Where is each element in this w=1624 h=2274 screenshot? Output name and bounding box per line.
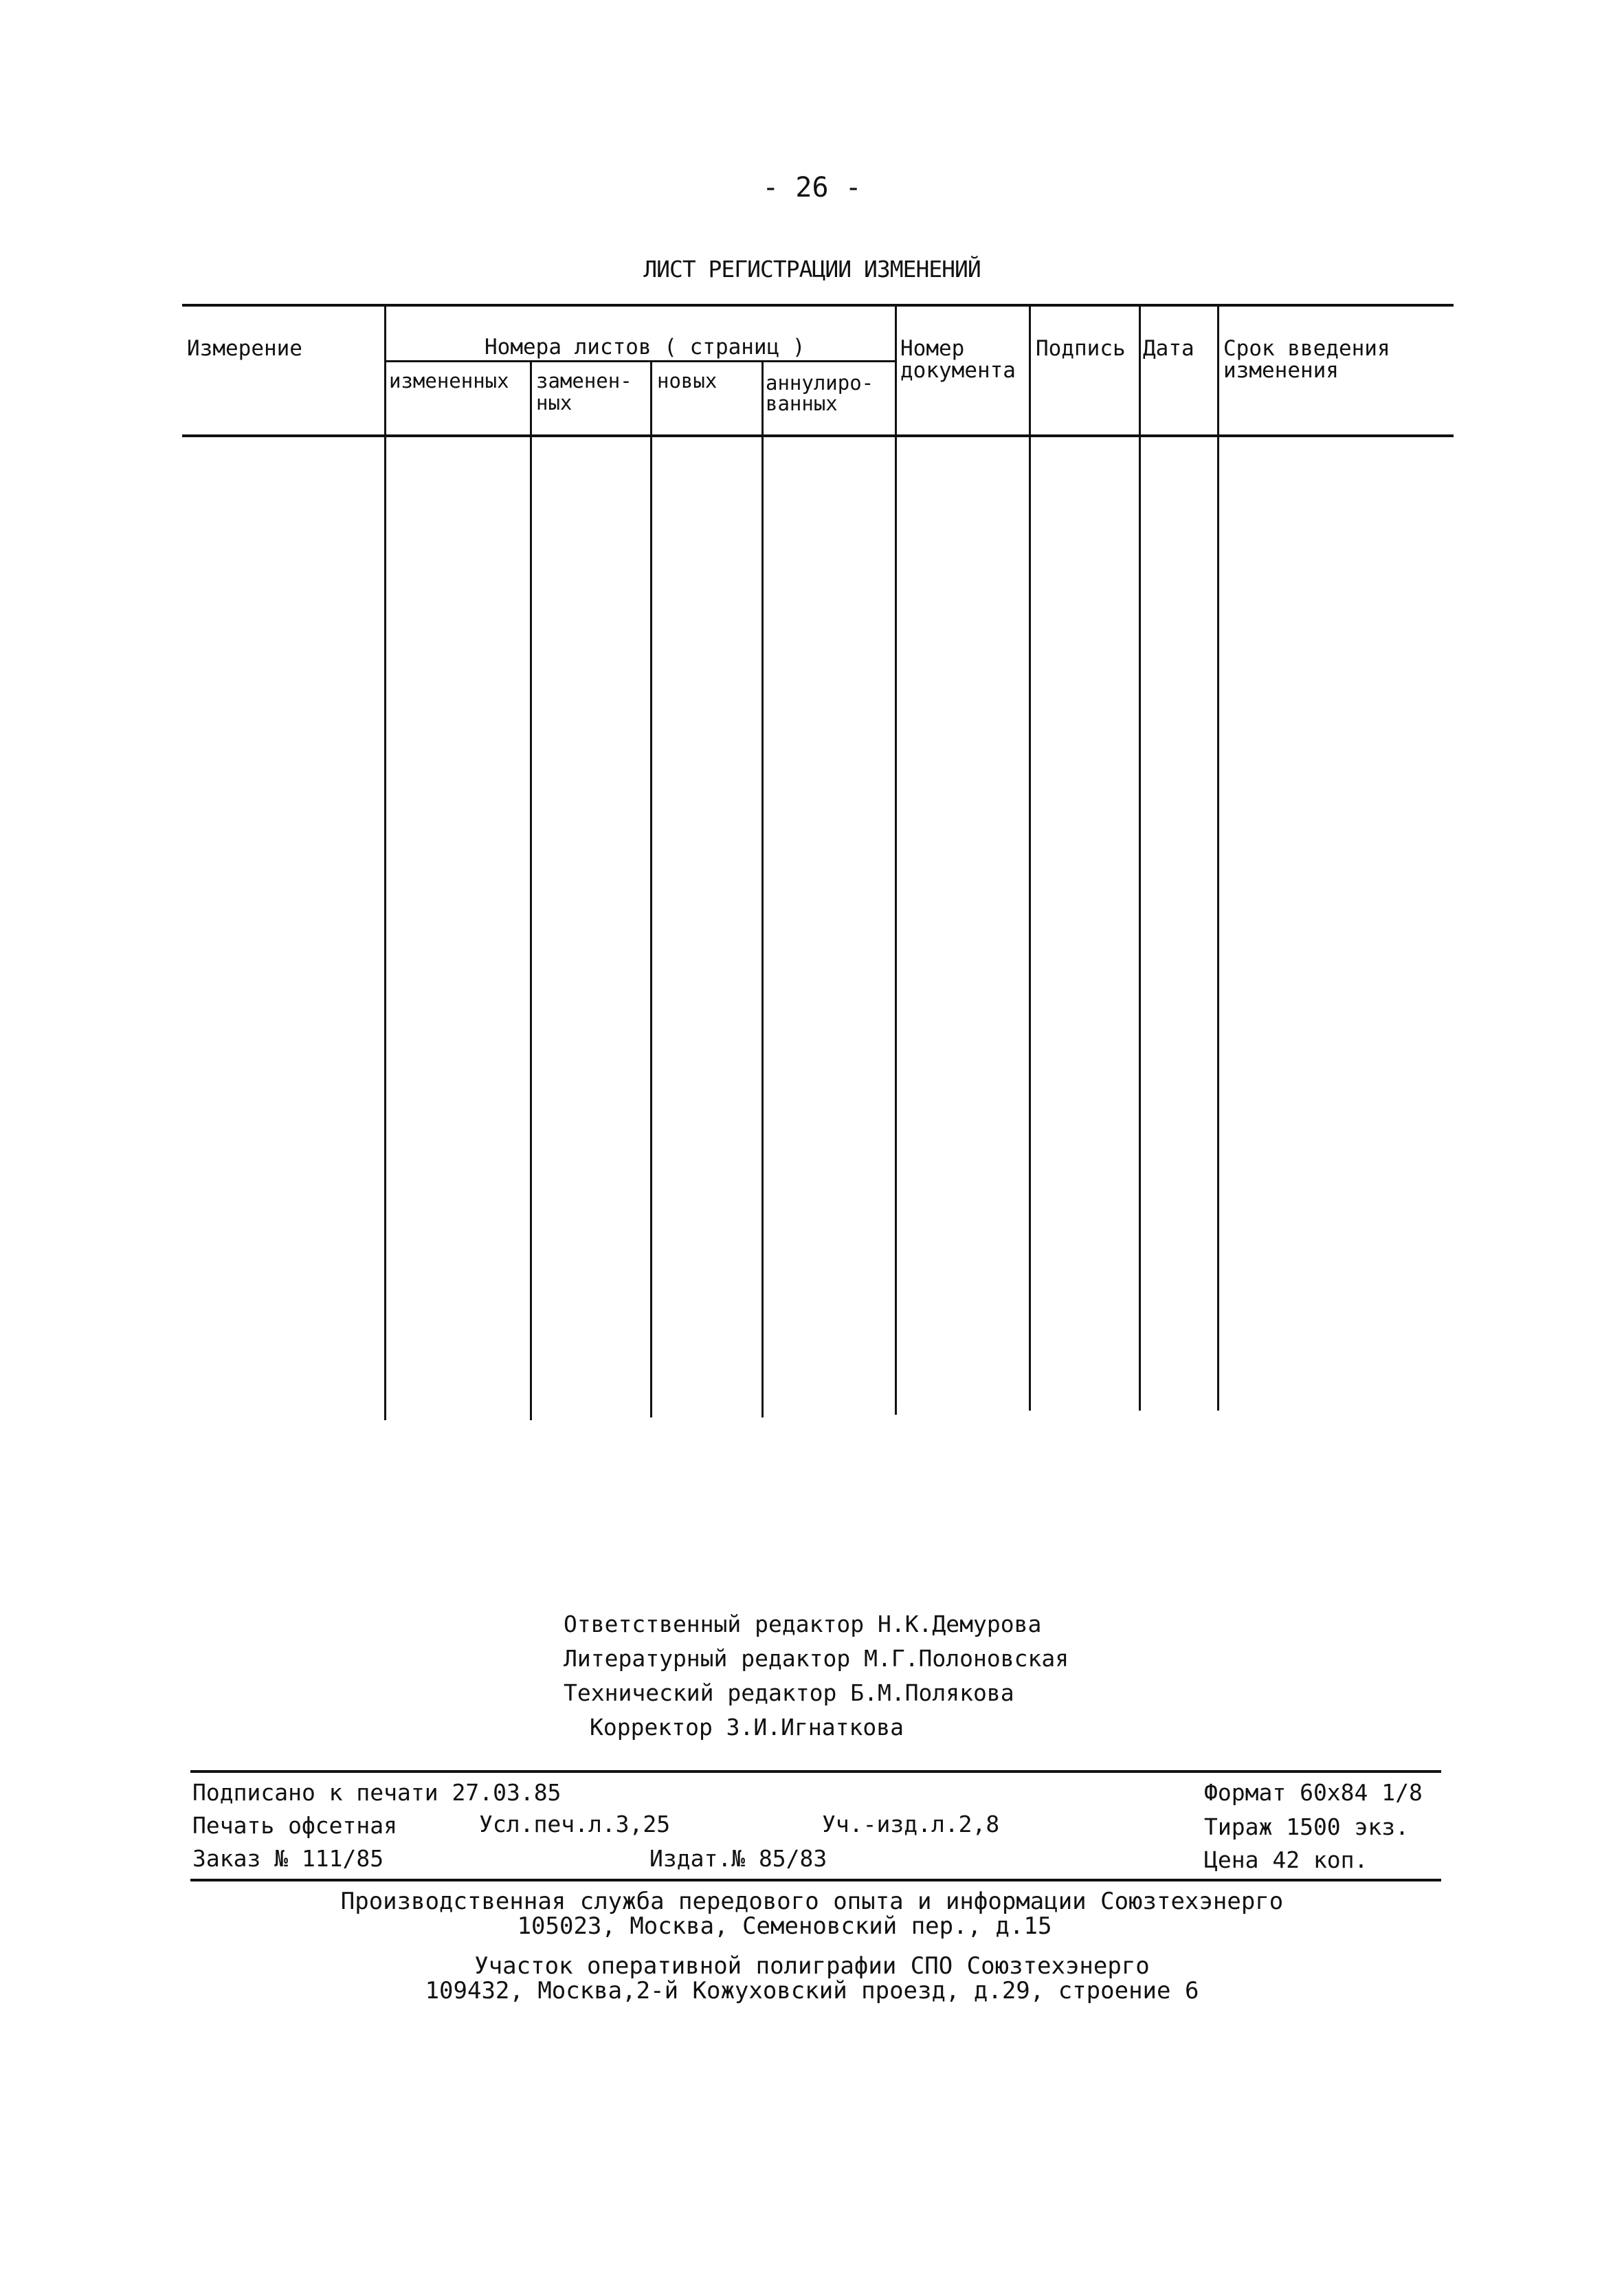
- header-pages-group: Номера листов ( страниц ): [485, 335, 805, 360]
- imprint-print-type: Печать офсетная: [192, 1812, 398, 1839]
- header-replaced-2: ных: [536, 391, 572, 415]
- credit-technical-editor: Технический редактор Б.М.Полякова: [564, 1679, 1014, 1706]
- header-annulled-1: аннулиро-: [766, 371, 874, 395]
- publisher-line: Производственная служба передового опыта и информации Союзтехэнерго: [340, 1888, 1284, 1915]
- imprint-bottom-rule: [190, 1879, 1441, 1881]
- header-change: Измерение: [187, 336, 302, 361]
- credit-literary-editor: Литературный редактор М.Г.Полоновская: [564, 1645, 1069, 1672]
- publisher-info: [0, 1889, 1624, 2003]
- header-deadline-2: изменения: [1223, 358, 1339, 383]
- imprint-price: Цена 42 коп.: [1204, 1846, 1368, 1873]
- table-header-bottom-rule: [182, 434, 1454, 437]
- column-divider: [384, 305, 386, 1420]
- publisher-line: 105023, Москва, Семеновский пер., д.15: [517, 1912, 1052, 1940]
- group-header-rule: [385, 360, 897, 362]
- header-signature: Подпись: [1036, 336, 1126, 361]
- credit-responsible-editor: Ответственный редактор Н.К.Демурова: [564, 1611, 1042, 1637]
- header-doc-number-1: Номер: [900, 336, 965, 361]
- imprint-izdat: Издат.№ 85/83: [649, 1845, 827, 1872]
- credit-proofreader: Корректор З.И.Игнаткова: [590, 1714, 904, 1741]
- header-date: Дата: [1143, 336, 1194, 361]
- column-divider: [650, 362, 652, 1417]
- header-deadline-1: Срок введения: [1223, 336, 1390, 361]
- table-top-rule: [182, 304, 1454, 307]
- header-replaced-1: заменен-: [536, 369, 632, 393]
- column-divider: [1139, 305, 1141, 1411]
- page-number: - 26 -: [762, 172, 862, 203]
- header-annulled-2: ванных: [766, 392, 838, 415]
- column-divider: [530, 362, 532, 1420]
- imprint-usl-pech: Усл.печ.л.3,25: [479, 1811, 671, 1837]
- header-changed: измененных: [389, 369, 509, 393]
- column-divider: [761, 362, 764, 1417]
- column-divider: [1029, 305, 1031, 1411]
- imprint-print-run: Тираж 1500 экз.: [1204, 1813, 1410, 1840]
- header-new: новых: [657, 369, 718, 393]
- publisher-line: Участок оперативной полиграфии СПО Союзтехэнерго: [474, 1952, 1150, 1980]
- imprint-format: Формат 60x84 1/8: [1204, 1779, 1423, 1806]
- header-doc-number-2: документа: [900, 358, 1016, 383]
- imprint-order: Заказ № 111/85: [192, 1845, 384, 1872]
- imprint-top-rule: [190, 1770, 1441, 1773]
- imprint-uch-izd: Уч.-изд.л.2,8: [822, 1811, 1000, 1837]
- imprint-signed: Подписано к печати 27.03.85: [192, 1779, 561, 1806]
- column-divider: [1217, 305, 1219, 1411]
- sheet-title: ЛИСТ РЕГИСТРАЦИИ ИЗМЕНЕНИЙ: [643, 256, 981, 283]
- column-divider: [895, 305, 897, 1415]
- editorial-credits: [564, 1607, 1069, 1745]
- publisher-line: 109432, Москва,2-й Кожуховский проезд, д.29, строение 6: [425, 1977, 1199, 2005]
